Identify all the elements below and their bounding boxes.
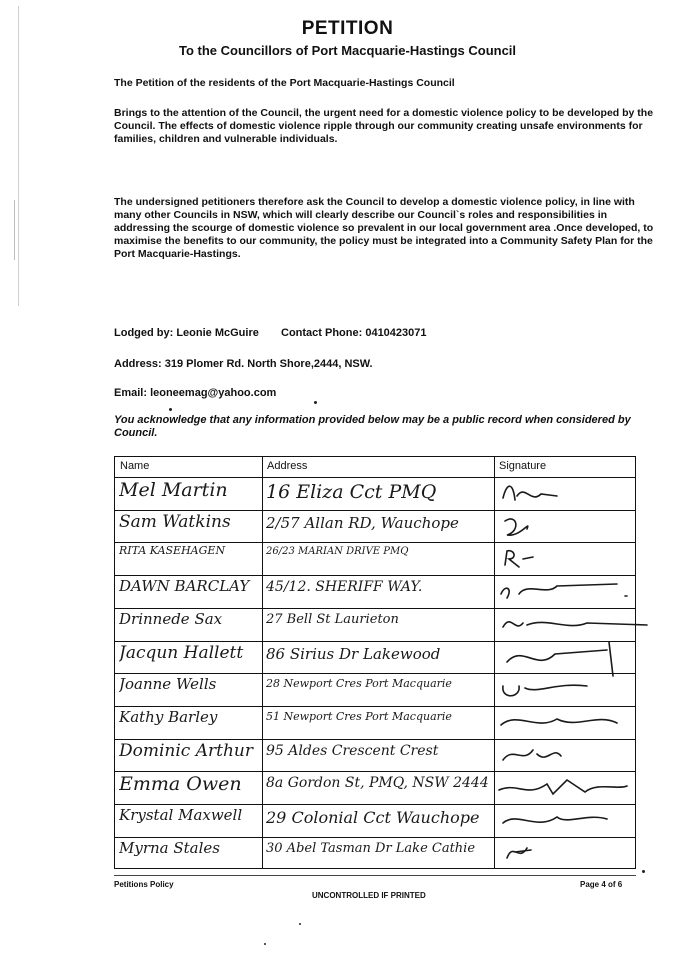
signatory-name: Krystal Maxwell [119,806,243,824]
scan-speck [169,408,172,411]
signatory-address: 26/23 MARIAN DRIVE PMQ [266,546,409,558]
signature-table [114,456,636,869]
handwritten-signature [497,609,637,639]
handwritten-signature [497,805,637,835]
handwritten-signature [497,772,637,802]
signatory-name: DAWN BARCLAY [119,577,250,596]
handwritten-signature [497,478,637,508]
handwritten-signature [497,707,637,737]
column-divider [262,457,263,868]
column-divider [494,457,495,868]
lodger-address: Address: 319 Plomer Rd. North Shore,2444, NSW. [114,358,373,370]
signatory-name: Myrna Stales [119,838,220,857]
handwritten-signature [497,674,637,704]
signatory-name: Kathy Barley [119,707,218,726]
signatory-address: 16 Eliza Cct PMQ [266,481,437,503]
lodger-email: Email: leoneemag@yahoo.com [114,387,277,399]
scan-speck [314,401,317,404]
contact-phone: Contact Phone: 0410423071 [281,327,427,339]
handwritten-signature [497,740,637,770]
scan-speck [642,870,645,873]
signatory-address: 30 Abel Tasman Dr Lake Cathie [266,840,476,856]
handwritten-signature [497,838,637,868]
lodged-by: Lodged by: Leonie McGuire [114,327,259,339]
column-header-signature: Signature [499,460,547,472]
handwritten-signature [497,576,637,606]
signatory-name: Joanne Wells [119,675,217,694]
signatory-address: 2/57 Allan RD, Wauchope [266,513,459,532]
footer-page-number: Page 4 of 6 [580,880,623,889]
signatory-name: Jacqun Hallett [119,642,244,663]
column-header-address: Address [267,460,308,472]
signatory-address: 51 Newport Cres Port Macquarie [266,709,452,723]
signatory-name: Dominic Arthur [119,740,253,761]
signatory-name: RITA KASEHAGEN [119,544,226,558]
handwritten-signature [497,543,637,573]
petition-title: PETITION [301,18,394,39]
signatory-name: Mel Martin [119,479,228,501]
column-header-name: Name [120,460,150,472]
signatory-address: 28 Newport Cres Port Macquarie [266,677,452,691]
signatory-name: Sam Watkins [119,511,231,532]
public-record-notice: You acknowledge that any information provided below may be a public record when considered by Council. [114,414,631,439]
footer-uncontrolled-notice: UNCONTROLLED IF PRINTED [312,891,426,900]
signatory-address: 95 Aldes Crescent Crest [266,742,439,759]
signatory-address: 45/12. SHERIFF WAY. [266,579,423,596]
footer-rule [114,875,636,876]
signatory-address: 29 Colonial Cct Wauchope [266,808,480,827]
petition-request: The undersigned petitioners therefore ask the Council to develop a domestic violence policy, in line with many other Councils in NSW, which will clearly describe our Council`s roles and responsibilities in addressing the scourge of domestic violence so prevalent in our local government area .Once developed, to maximise the benefits to our community, the policy must be integrated into a Community Safety Plan for the Port Macquarie-Hastings. [114,196,654,260]
footer-policy-name: Petitions Policy [114,880,174,889]
petition-concern: Brings to the attention of the Council, the urgent need for a domestic violence policy to be developed by the Council. The effects of domestic violence ripple through our community creating unsafe environments for families, children and vulnerable individuals. [114,107,654,145]
scan-speck [299,923,301,925]
petition-intro: The Petition of the residents of the Port Macquarie-Hastings Council [114,77,455,89]
signatory-address: 86 Sirius Dr Lakewood [266,644,441,663]
petition-subtitle: To the Councillors of Port Macquarie-Hastings Council [178,43,517,58]
signatory-name: Emma Owen [119,773,242,796]
signatory-address: 27 Bell St Laurieton [266,611,399,627]
handwritten-signature [497,642,637,672]
scan-speck [264,943,266,945]
signatory-name: Drinnede Sax [119,609,223,628]
signatory-address: 8a Gordon St, PMQ, NSW 2444 [266,775,489,792]
handwritten-signature [497,511,637,541]
scan-margin-mark [14,200,15,260]
